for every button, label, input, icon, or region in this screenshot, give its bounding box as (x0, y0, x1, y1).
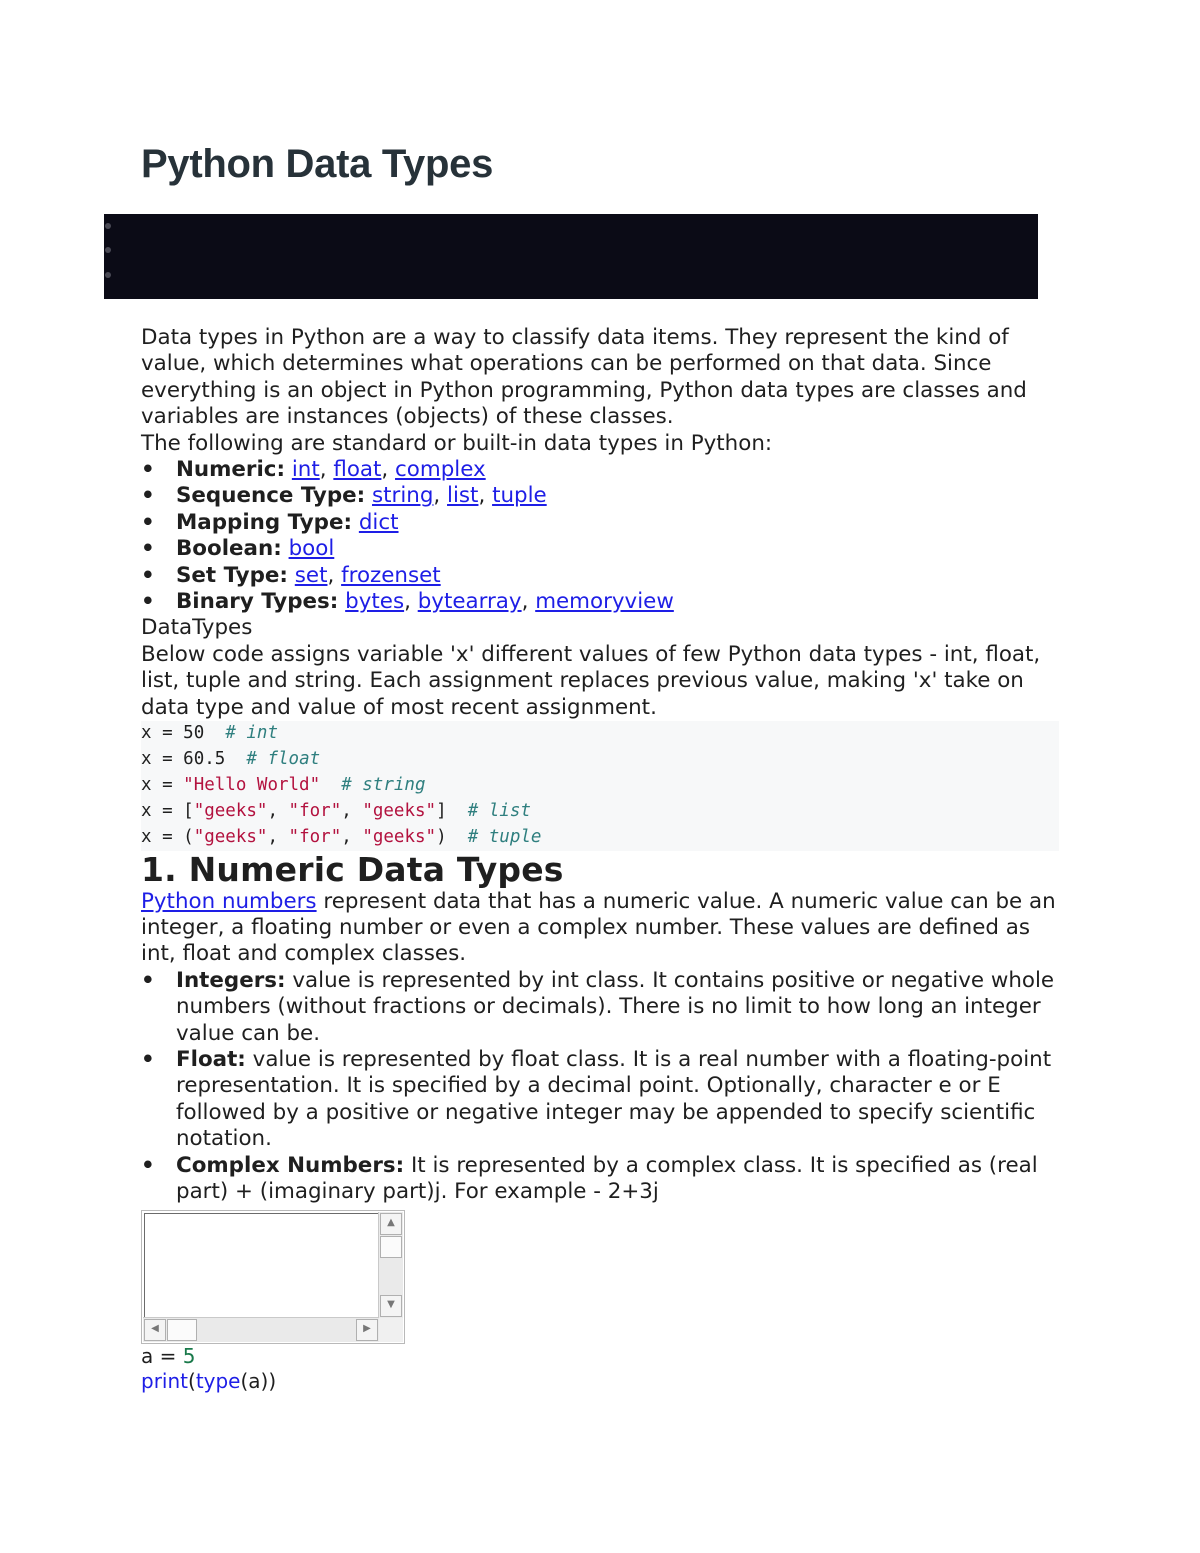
scroll-left-icon[interactable]: ◀ (144, 1319, 166, 1341)
code-line (141, 1369, 1059, 1394)
code-punct: ) (436, 826, 447, 847)
bullet-dot (105, 223, 111, 229)
scroll-corner (379, 1318, 403, 1342)
scroll-down-icon[interactable]: ▼ (380, 1295, 402, 1317)
data-type-item (141, 510, 1059, 536)
code-string: "geeks" (362, 826, 437, 847)
code-number: 5 (182, 1343, 196, 1368)
scroll-right-icon[interactable]: ▶ (356, 1319, 378, 1341)
embedded-scroll-box[interactable] (141, 1210, 405, 1344)
code-string: "for" (288, 800, 342, 821)
code-variable: x (141, 749, 152, 769)
horizontal-scrollbar[interactable] (143, 1317, 379, 1342)
data-type-label: Binary Types: (176, 589, 339, 615)
scroll-up-icon[interactable]: ▲ (380, 1213, 402, 1235)
code-string: "geeks" (193, 800, 268, 821)
numeric-type-label: Complex Numbers: (176, 1152, 405, 1178)
code-space (320, 775, 341, 795)
code-punct: , (267, 826, 289, 847)
data-type-label: Numeric: (176, 457, 286, 483)
section-intro (141, 889, 1059, 968)
code-punct: , (341, 800, 363, 821)
code-operator: = (151, 826, 184, 847)
code-punct: , (267, 800, 289, 821)
code-assign: a = (141, 1343, 183, 1368)
code-function: print (141, 1368, 188, 1393)
code-line (141, 1344, 1059, 1369)
code-paren: ( (188, 1368, 196, 1393)
type-link-complex[interactable]: complex (395, 457, 486, 483)
code-line (141, 799, 1059, 825)
code-comment: # int (225, 723, 278, 744)
python-numbers-link[interactable]: Python numbers (141, 888, 317, 914)
code-comment: # tuple (467, 826, 542, 847)
code-string: "for" (288, 826, 342, 847)
code-intro-paragraph: Below code assigns variable 'x' different values of few Python data types - int, float, list, tuple and string. Each assignment replaces previous value, making 'x' take on data type and value of most recent assignment. (141, 641, 1041, 720)
type-link-float[interactable]: float (333, 457, 382, 483)
data-type-label: Set Type: (176, 562, 288, 588)
intro-list-lead: The following are standard or built-in data types in Python: (141, 430, 773, 456)
type-link-bytes[interactable]: bytes (345, 589, 405, 615)
embedded-banner (104, 214, 1038, 299)
numeric-type-item (141, 1047, 1059, 1153)
numeric-type-label: Integers: (176, 967, 286, 993)
code-comment: # float (246, 749, 321, 769)
numeric-type-label: Float: (176, 1047, 246, 1073)
section-heading: 1. Numeric Data Types (141, 849, 564, 889)
code-operator: = (151, 774, 184, 795)
bullet-dot (105, 247, 111, 253)
code-sample (141, 1344, 1059, 1394)
code-block (141, 721, 1059, 851)
code-comment: # list (467, 800, 531, 821)
data-type-label: Mapping Type: (176, 509, 353, 535)
numeric-type-item (141, 1153, 1059, 1206)
scroll-box-content (144, 1213, 381, 1319)
article-body (141, 325, 1059, 1394)
code-space (447, 801, 468, 821)
numeric-type-description: value is represented by float class. It is a real number with a floating-point representation. It is specified by a decimal point. Optionally, character e or E followed by a positive or negative integer may be appended to specify scientific notation. (176, 1047, 1052, 1152)
numeric-type-description: value is represented by int class. It contains positive or negative whole numbers (without fractions or decimals). There is no limit to how long an integer value can be. (176, 967, 1055, 1046)
type-link-string[interactable]: string (372, 483, 434, 509)
page-title: Python Data Types (141, 142, 494, 186)
code-string: "geeks" (193, 826, 268, 847)
code-punct: ] (436, 800, 447, 821)
code-variable: x (141, 826, 152, 847)
numeric-type-list (141, 968, 1059, 1206)
data-type-item: • Numeric: int, float, complex (141, 457, 1059, 483)
type-link-int[interactable]: int (291, 457, 320, 483)
data-type-list (141, 457, 1059, 615)
numeric-type-description: It is represented by a complex class. It is specified as (real part) + (imaginary part)j. For example - 2+3j (176, 1152, 1038, 1205)
intro-paragraph: Data types in Python are a way to classify data items. They represent the kind of value, which determines what operations can be performed on that data. Since everything is an object in Python programming, Python data types are classes and variables are instances (objects) of these classes. (141, 325, 1027, 430)
type-link-set[interactable]: set (294, 562, 328, 588)
code-line (141, 747, 1059, 773)
code-string: "geeks" (362, 800, 437, 821)
code-operator: = (151, 723, 184, 744)
code-space (225, 749, 246, 769)
code-comment: # string (341, 774, 426, 795)
type-link-bool[interactable]: bool (288, 536, 335, 562)
code-line (141, 825, 1059, 851)
code-operator: = (151, 749, 184, 769)
code-line (141, 773, 1059, 799)
scroll-thumb-horizontal[interactable] (167, 1319, 197, 1341)
data-type-label: Boolean: (176, 536, 282, 562)
type-link-frozenset[interactable]: frozenset (341, 562, 441, 588)
type-link-dict[interactable]: dict (358, 509, 399, 535)
data-type-item: • Binary Types: bytes, bytearray, memoryview (141, 589, 1059, 615)
code-variable: x (141, 800, 152, 821)
section-intro-text: represent data that has a numeric value. A numeric value can be an integer, a floating number or even a complex number. These values are defined as int, float and complex classes. (141, 888, 1056, 967)
code-punct: , (341, 826, 363, 847)
data-type-item: • Set Type: set, frozenset (141, 563, 1059, 589)
datatypes-caption: DataTypes (141, 615, 253, 641)
type-link-memoryview[interactable]: memoryview (535, 589, 674, 615)
type-link-tuple[interactable]: tuple (492, 483, 547, 509)
data-type-item (141, 536, 1059, 562)
code-space (447, 827, 468, 847)
code-variable: x (141, 774, 152, 795)
code-args: (a)) (240, 1368, 277, 1393)
code-function: type (195, 1368, 241, 1393)
code-number: 50 (183, 723, 205, 744)
code-line (141, 721, 1059, 747)
data-type-item: • Sequence Type: string, list, tuple (141, 483, 1059, 509)
code-space (204, 723, 225, 743)
code-number: 60.5 (183, 749, 226, 769)
vertical-scrollbar[interactable] (378, 1212, 403, 1318)
code-operator: = (151, 800, 184, 821)
type-link-list[interactable]: list (447, 483, 479, 509)
code-punct: [ (183, 800, 194, 821)
code-string: "Hello World" (183, 774, 321, 795)
code-punct: ( (183, 826, 194, 847)
bullet-dot (105, 272, 111, 278)
type-link-bytearray[interactable]: bytearray (417, 589, 522, 615)
scroll-thumb[interactable] (380, 1236, 402, 1258)
numeric-type-item (141, 968, 1059, 1047)
code-variable: x (141, 723, 152, 744)
data-type-label: Sequence Type: (176, 483, 366, 509)
